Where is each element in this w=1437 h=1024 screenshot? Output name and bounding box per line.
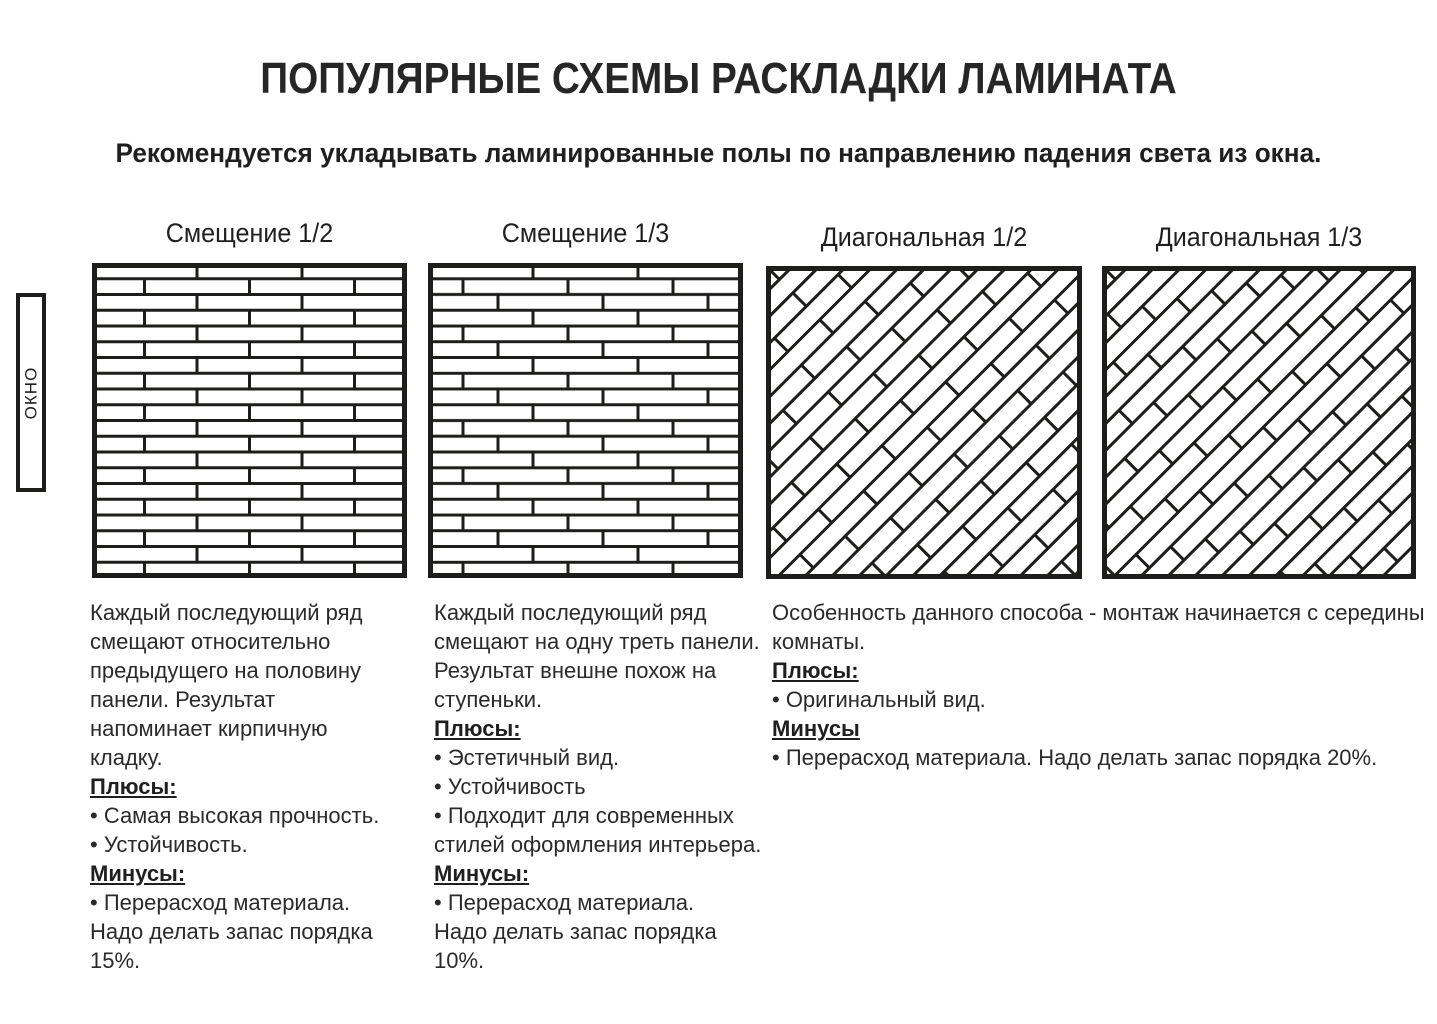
- panel-label-offset-half: Смещение 1/2: [165, 218, 334, 248]
- pros-heading: Плюсы:: [434, 716, 521, 741]
- pros-item: • Оригинальный вид.: [772, 687, 986, 712]
- cons-heading: Минусы: [772, 716, 860, 741]
- cons-heading: Минусы:: [90, 861, 186, 886]
- description-offset-half: [90, 598, 395, 975]
- page-title: ПОПУЛЯРНЫЕ СХЕМЫ РАСКЛАДКИ ЛАМИНАТА: [260, 54, 1177, 103]
- diagram-diagonal-third: [1102, 266, 1416, 579]
- pros-item: • Устойчивость.: [90, 832, 248, 857]
- pros-heading: Плюсы:: [90, 774, 177, 799]
- description-diagonal: [772, 598, 1434, 772]
- panel-label-offset-third: Смещение 1/3: [501, 218, 670, 248]
- cons-item: • Перерасход материала. Надо делать запас порядка 15%.: [90, 890, 373, 973]
- description-intro: Особенность данного способа - монтаж начинается с середины комнаты.: [772, 600, 1425, 654]
- window-label: ОКНО: [21, 366, 41, 419]
- pros-heading: Плюсы:: [772, 658, 859, 683]
- window-marker: [16, 293, 46, 492]
- pros-item: • Самая высокая прочность.: [90, 803, 380, 828]
- panel-label-diagonal-third: Диагональная 1/3: [1155, 222, 1363, 252]
- pros-item: • Эстетичный вид.: [434, 745, 620, 770]
- pros-item: • Устойчивость: [434, 774, 586, 799]
- description-intro: Каждый последующий ряд смещают на одну треть панели. Результат внешне похож на ступеньки.: [434, 600, 760, 712]
- panel-label-diagonal-half: Диагональная 1/2: [820, 222, 1028, 252]
- cons-heading: Минусы:: [434, 861, 530, 886]
- diagram-diagonal-half: [766, 266, 1082, 579]
- cons-item: • Перерасход материала. Надо делать запас порядка 20%.: [772, 745, 1378, 770]
- diagram-offset-half: [92, 263, 407, 578]
- page-subtitle: Рекомендуется укладывать ламинированные полы по направлению падения света из окна.: [115, 138, 1322, 168]
- pros-item: • Подходит для современных стилей оформления интерьера.: [434, 803, 762, 857]
- diagram-offset-third: [428, 263, 743, 578]
- description-offset-third: [434, 598, 769, 975]
- cons-item: • Перерасход материала. Надо делать запас порядка 10%.: [434, 890, 717, 973]
- description-intro: Каждый последующий ряд смещают относительно предыдущего на половину панели. Результат напоминает кирпичную кладку.: [90, 600, 363, 770]
